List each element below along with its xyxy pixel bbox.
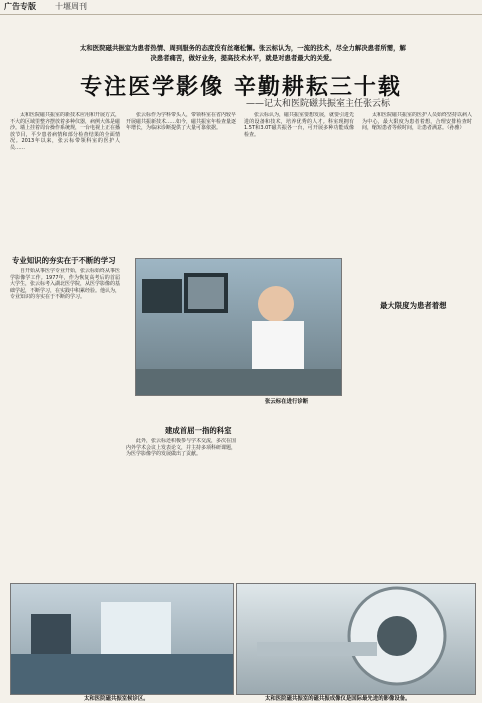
doctor-photo	[135, 258, 342, 396]
article-column-1: 太和医院磁共振室的新技术应用和开展方式，不大的区域里整齐摆放着多种仪器，病例大体是磁沙。墙上挂着周台操作系统规，一台电视上正在播放节目，平少患者病情和部分检查结果的全面情况。2013年以来，张云标带领科室的医护人员……	[10, 112, 120, 151]
caption-bottom-left: 太和医院磁共振室候诊区。	[84, 696, 149, 702]
article-column-3: 张云标作为学科带头人，带领科室在省内较早开展磁共振新技术……如今，磁共振室年检查量逐年增长，为临床诊断提供了大量可靠依据。	[126, 112, 236, 132]
section-label: 广告专版	[4, 2, 36, 11]
caption-top: 张云标在进行诊断	[265, 399, 309, 405]
caption-bottom-right: 太和医院磁共振室的磁共振成像仪是国际最先进的影像设备。	[265, 696, 411, 702]
waiting-area-photo	[10, 583, 234, 695]
headline: 专注医学影像 辛勤耕耘三十载	[80, 74, 402, 100]
article-column-6: 太和医院磁共振室的医护人员始终坚持以病人为中心，最大限度为患者着想，合理安排检查时间，缩短患者等候时间，让患者满意。（孙雅）	[362, 112, 472, 132]
article-column-5: 此外，张云标还积极参与学术交流，多次在国内外学术会议上发表论文，并主持多项科研课题，为医学影像学的发展做出了贡献。	[126, 438, 236, 458]
paper-name: 十堰周刊	[55, 2, 87, 11]
section-heading-1: 专业知识的夯实在于不断的学习	[12, 256, 116, 265]
article-column-2: 自开始从事医学专业开始，张云标始终从事医学影像学工作。1977年，作为恢复高考后的首届大学生，张云标考入湖北医学院，从医学影像的基础学起，不断学习，在实践中积累经验。他认为，专业知识的夯实在于不断的学习。	[10, 268, 120, 301]
page-header	[0, 0, 482, 15]
subheadline: ——记太和医院磁共振室主任张云标	[245, 99, 390, 109]
deck-text: 太和医院磁共振室为患者热情、周到服务的态度没有丝毫松懈。张云标认为，一流的技术，尽全力解决患者所需，解决患者痛苦，做好业务，提高技术水平，就是对患者最大的关爱。	[80, 44, 406, 62]
section-heading-3: 最大限度为患者着想	[380, 301, 447, 310]
mri-machine-photo	[236, 583, 476, 695]
section-heading-2: 建成首屈一指的科室	[165, 426, 232, 435]
article-column-4: 张云标认为，磁共振室要想发展，就要引进先进的设备和技术，培养优秀的人才。科室现拥有1.5T和3.0T磁共振各一台，可开展多种功能成像检查。	[244, 112, 354, 138]
